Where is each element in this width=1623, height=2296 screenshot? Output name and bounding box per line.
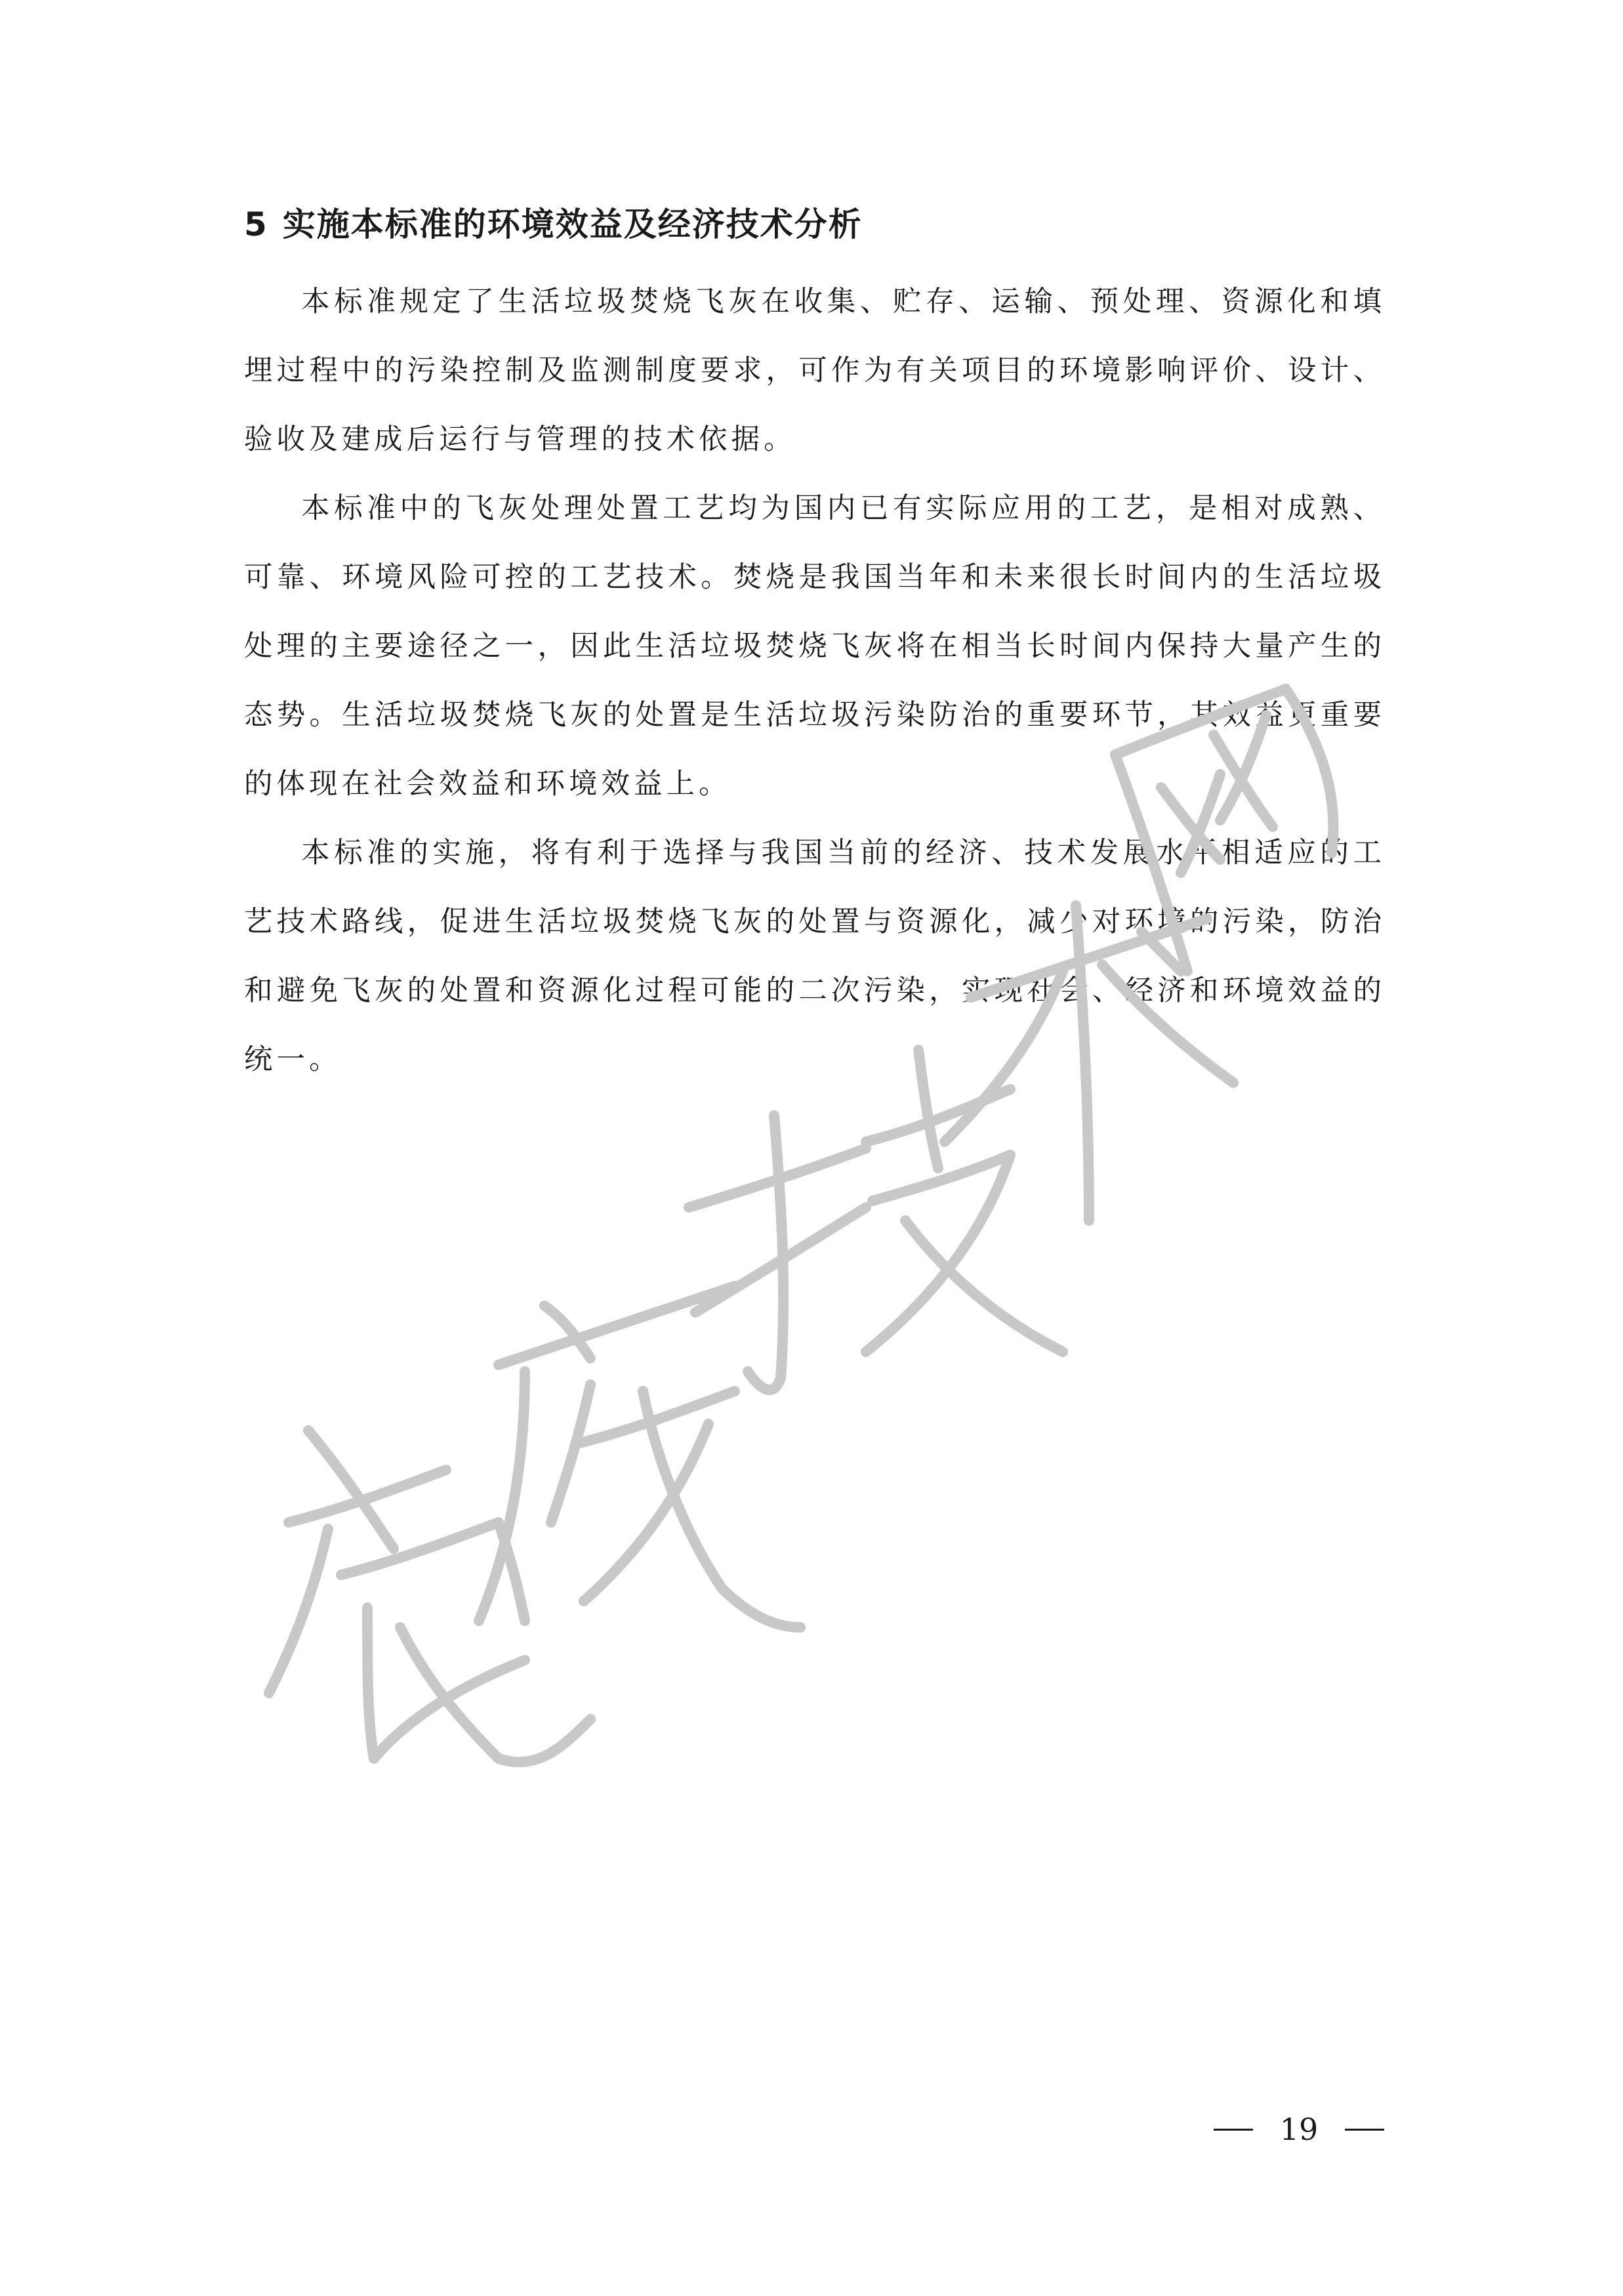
section-number: 5 — [244, 205, 268, 243]
page-number-dash-right — [1345, 2129, 1384, 2131]
section-title: 实施本标准的环境效益及经济技术分析 — [282, 205, 863, 243]
page-number-value: 19 — [1279, 2112, 1319, 2147]
paragraph: 本标准规定了生活垃圾焚烧飞灰在收集、贮存、运输、预处理、资源化和填埋过程中的污染控制及监测制度要求，可作为有关项目的环境影响评价、设计、验收及建成后运行与管理的技术依据。 — [244, 285, 1386, 456]
section-heading — [244, 198, 863, 251]
page-number-dash-left — [1214, 2129, 1253, 2131]
body-text — [244, 268, 1386, 1095]
paragraph: 本标准的实施，将有利于选择与我国当前的经济、技术发展水平相适应的工艺技术路线，促进生活垃圾焚烧飞灰的处置与资源化，减少对环境的污染，防治和避免飞灰的处置和资源化过程可能的二次污染，实现社会、经济和环境效益的统一。 — [244, 837, 1386, 1076]
paragraph: 本标准中的飞灰处理处置工艺均为国内已有实际应用的工艺，是相对成熟、可靠、环境风险可控的工艺技术。焚烧是我国当年和未来很长时间内的生活垃圾处理的主要途径之一，因此生活垃圾焚烧飞灰将在相当长时间内保持大量产生的态势。生活垃圾焚烧飞灰的处置是生活垃圾污染防治的重要环节，其效益更重要的体现在社会效益和环境效益上。 — [244, 492, 1386, 801]
page-number — [1214, 2106, 1384, 2152]
